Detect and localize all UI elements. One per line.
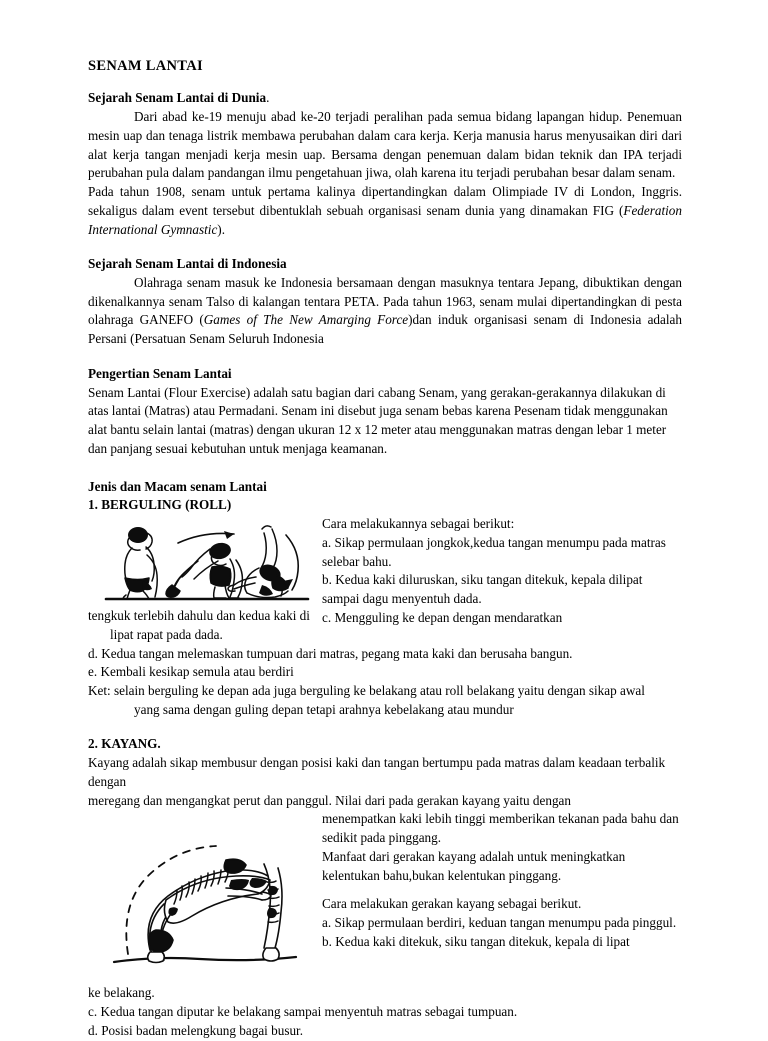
- document-body: [88, 58, 682, 1041]
- berguling-step-c-cont-2: lipat rapat pada dada.: [110, 626, 223, 642]
- kayang-right-paragraph-3: Cara melakukan gerakan kayang sebagai berikut.: [322, 896, 582, 912]
- heading-jenis-macam: Jenis dan Macam senam Lantai: [88, 478, 267, 494]
- forward-roll-sequence-illustration: [102, 519, 314, 605]
- paragraph-indonesia-part-b: )dan induk organisasi senam di Indonesia adalah Persani (Persatuan Senam Seluruh Indonesia: [88, 312, 682, 347]
- spacer: [88, 349, 682, 365]
- kayang-step-a: a. Sikap permulaan berdiri, keduan tangan menumpu pada pinggul.: [322, 915, 677, 931]
- kayang-step-d: d. Posisi badan melengkung bagai busur.: [88, 1022, 304, 1038]
- berguling-step-c: c. Mengguling ke depan dengan mendaratkan: [322, 609, 563, 625]
- paragraph-dunia-2-part-a: Pada tahun 1908, senam untuk pertama kalinya dipertandingkan dalam Olimpiade IV di London, Inggris. sekaligus dalam event tersebut dibentuklah sebuah organisasi senam dunia yang dinamakan FIG (: [88, 184, 682, 218]
- paragraph-kayang-line2: meregang dan mengangkat perut dan panggul. Nilai dari pada gerakan kayang yaitu dengan: [88, 792, 571, 808]
- kayang-backbend-illustration: [106, 826, 316, 974]
- heading-berguling: 1. BERGULING (ROLL): [88, 497, 232, 513]
- paragraph-kayang-line1: Kayang adalah sikap membusur dengan posisi kaki dan tangan bertumpu pada matras dalam keadaan terbalik dengan: [88, 755, 666, 789]
- berguling-note-continuation: yang sama dengan guling depan tetapi arahnya kebelakang atau mundur: [134, 701, 514, 717]
- paragraph-indonesia-part-a: Olahraga senam masuk ke Indonesia bersamaan dengan masuknya tentara Jepang, dibuktikan dengan dikenalkannya senam Talso di kalangan tentara PETA. Pada tahun 1963, senam mulai dipertandingkan di pesta olahraga GANEFO (: [88, 275, 682, 328]
- berguling-note: Ket: selain berguling ke depan ada juga berguling ke belakang atau roll belakang yaitu dengan sikap awal: [88, 683, 645, 699]
- berguling-step-c-cont-1: tengkuk terlebih dahulu dan kedua kaki di: [88, 608, 310, 624]
- paragraph-indonesia: [88, 274, 682, 349]
- heading-sejarah-indonesia: Sejarah Senam Lantai di Indonesia: [88, 256, 287, 272]
- paragraph-pengertian: Senam Lantai (Flour Exercise) adalah satu bagian dari cabang Senam, yang gerakan-gerakannya dilakukan di atas lantai (Matras) atau Permadani. Senam ini disebut juga senam bebas karena Pesenam tidak menggunakan alat bantu selain lantai (matras) dengan ukuran 12 x 12 meter atau menggunakan matras dengan lebar 1 meter dan panjang sesuai kebutuhan untuk menjaga keamanan.: [88, 384, 668, 456]
- berguling-step-a: a. Sikap permulaan jongkok,kedua tangan menumpu pada matras selebar bahu.: [322, 534, 666, 569]
- ganefo-full-name-italic: Games of The New Amarging Force: [203, 312, 409, 328]
- spacer: [322, 885, 682, 895]
- kayang-step-b-cont: ke belakang.: [88, 985, 155, 1001]
- berguling-block: [88, 515, 682, 644]
- paragraph-dunia-1: Dari abad ke-19 menuju abad ke-20 terjadi peralihan pada semua bidang lapangan hidup. Penemuan mesin uap dan tenaga listrik membawa perubahan dalam cara kerja. Kerja manusia harus menyusaikan diri dari alat kerja tangan menjadi kerja mesin uap. Bersama dengan penemuan dalam bidan teknik dan IPA terjadi perubahan pula dalam pandangan ilmu pengetahuan jiwa, olah karena itu terjadi perubahan besar dalam senam.: [88, 109, 682, 181]
- kayang-right-paragraph-2: Manfaat dari gerakan kayang adalah untuk meningkatkan kelentukan bahu,bukan kelentukan pinggang.: [322, 848, 626, 883]
- heading-sejarah-dunia: [88, 89, 682, 108]
- berguling-intro: Cara melakukannya sebagai berikut:: [322, 516, 515, 532]
- heading-sejarah-dunia-label: Sejarah Senam Lantai di Dunia: [88, 90, 267, 106]
- spacer: [88, 459, 682, 478]
- kayang-text-right: [322, 810, 682, 951]
- fig-full-name-italic: Federation International Gymnastic: [88, 202, 682, 237]
- berguling-step-e: e. Kembali kesikap semula atau berdiri: [88, 664, 294, 680]
- paragraph-dunia-2-part-b: ).: [217, 221, 225, 237]
- spacer: [88, 239, 682, 255]
- heading-kayang: 2. KAYANG.: [88, 736, 161, 752]
- spacer: [88, 719, 682, 735]
- berguling-step-d: d. Kedua tangan melemaskan tumpuan dari matras, pegang mata kaki dan berusaha bangun.: [88, 645, 573, 661]
- kayang-step-c: c. Kedua tangan diputar ke belakang sampai menyentuh matras sebagai tumpuan.: [88, 1004, 518, 1020]
- kayang-step-b: b. Kedua kaki ditekuk, siku tangan ditekuk, kepala di lipat: [322, 933, 630, 949]
- berguling-step-b: b. Kedua kaki diluruskan, siku tangan ditekuk, kepala dilipat sampai dagu menyentuh dada.: [322, 572, 643, 607]
- kayang-right-paragraph-1: menempatkan kaki lebih tinggi memberikan tekanan pada bahu dan sedikit pada pinggang.: [322, 811, 679, 846]
- page-title: SENAM LANTAI: [88, 58, 203, 74]
- heading-sejarah-dunia-period: .: [266, 90, 270, 106]
- kayang-block: [88, 810, 682, 1003]
- heading-pengertian: Pengertian Senam Lantai: [88, 365, 232, 381]
- berguling-steps-right: [322, 515, 682, 627]
- paragraph-dunia-2: [88, 183, 682, 239]
